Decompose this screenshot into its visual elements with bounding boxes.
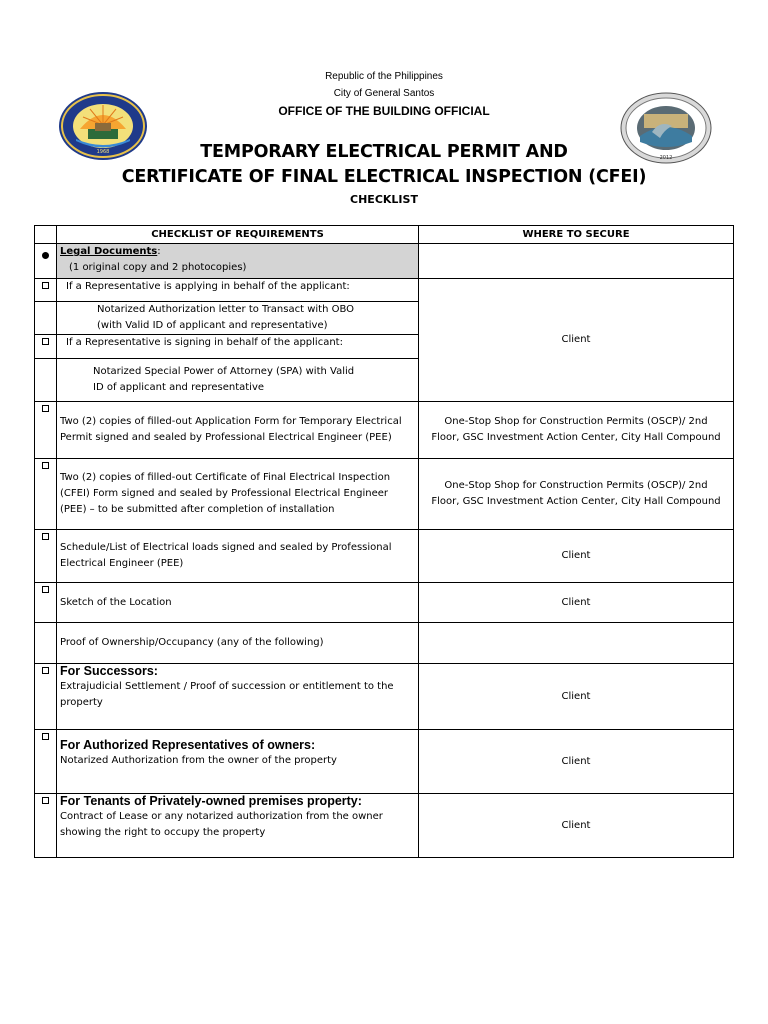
checkbox-icon[interactable] bbox=[42, 338, 49, 345]
city-seal-logo bbox=[58, 91, 148, 161]
header-mark-cell bbox=[35, 226, 57, 244]
authorized-reps-line1: Notarized Authorization from the owner of the property bbox=[60, 755, 337, 766]
cfei-form-cell bbox=[57, 459, 419, 530]
ownership-cell: Proof of Ownership/Occupancy (any of the following) bbox=[57, 623, 419, 664]
legal-colon: : bbox=[157, 246, 161, 257]
empty-mark-cell bbox=[35, 302, 57, 335]
column-header-requirements: CHECKLIST OF REQUIREMENTS bbox=[57, 226, 419, 244]
client-cell-authorized-reps: Client bbox=[419, 730, 734, 794]
spa-cell bbox=[57, 359, 419, 402]
bullet-cell bbox=[35, 244, 57, 279]
checkbox-cell bbox=[35, 664, 57, 730]
checkbox-icon[interactable] bbox=[42, 533, 49, 540]
successors-cell bbox=[57, 664, 419, 730]
rep-applying-cell: If a Representative is applying in behalf of the applicant: bbox=[57, 279, 419, 302]
oscp-line1: One-Stop Shop for Construction Permits (OSCP)/ 2nd bbox=[444, 416, 708, 427]
table-row-tenants bbox=[35, 794, 734, 858]
document-title-line1: TEMPORARY ELECTRICAL PERMIT AND bbox=[200, 142, 568, 162]
spa-line1: Notarized Special Power of Attorney (SPA) with Valid bbox=[93, 366, 355, 377]
tenants-line1: Contract of Lease or any notarized authorization from the owner bbox=[60, 811, 383, 822]
tenants-cell bbox=[57, 794, 419, 858]
cfei-line1: Two (2) copies of filled-out Certificate of Final Electrical Inspection bbox=[60, 472, 391, 483]
client-cell-representative: Client bbox=[419, 279, 734, 402]
client-cell-tenants: Client bbox=[419, 794, 734, 858]
checkbox-cell bbox=[35, 335, 57, 359]
authorized-reps-cell bbox=[57, 730, 419, 794]
checkbox-icon[interactable] bbox=[42, 282, 49, 289]
legal-documents-cell bbox=[57, 244, 419, 279]
checkbox-icon[interactable] bbox=[42, 405, 49, 412]
checkbox-icon[interactable] bbox=[42, 667, 49, 674]
oscp-line2: Floor, GSC Investment Action Center, City Hall Compound bbox=[431, 432, 721, 443]
application-form-line1: Two (2) copies of filled-out Application Form for Temporary Electrical bbox=[60, 416, 402, 427]
client-cell-successors: Client bbox=[419, 664, 734, 730]
checkbox-cell bbox=[35, 583, 57, 623]
tenants-line2: showing the right to occupy the property bbox=[60, 827, 266, 838]
empty-mark-cell bbox=[35, 623, 57, 664]
legal-documents-title: Legal Documents bbox=[60, 246, 158, 257]
checkbox-icon[interactable] bbox=[42, 462, 49, 469]
checkbox-cell bbox=[35, 794, 57, 858]
checkbox-cell bbox=[35, 402, 57, 459]
spa-line2: ID of applicant and representative bbox=[93, 382, 265, 393]
loads-line1: Schedule/List of Electrical loads signed and sealed by Professional bbox=[60, 542, 392, 553]
rep-signing-cell: If a Representative is signing in behalf of the applicant: bbox=[57, 335, 419, 359]
table-row-application-form bbox=[35, 402, 734, 459]
checklist-label: CHECKLIST bbox=[350, 193, 418, 206]
document-title-line2: CERTIFICATE OF FINAL ELECTRICAL INSPECTION (CFEI) bbox=[121, 167, 647, 187]
oscp-line2: Floor, GSC Investment Action Center, City Hall Compound bbox=[431, 496, 721, 507]
checkbox-icon[interactable] bbox=[42, 797, 49, 804]
office-title: OFFICE OF THE BUILDING OFFICIAL bbox=[278, 104, 490, 118]
legal-documents-sub: (1 original copy and 2 photocopies) bbox=[69, 262, 247, 273]
checkbox-icon[interactable] bbox=[42, 586, 49, 593]
table-row-sketch bbox=[35, 583, 734, 623]
republic-line: Republic of the Philippines bbox=[325, 71, 443, 82]
sketch-cell: Sketch of the Location bbox=[57, 583, 419, 623]
notarized-auth-line2: (with Valid ID of applicant and representative) bbox=[97, 320, 328, 331]
successors-line1: Extrajudicial Settlement / Proof of succession or entitlement to the bbox=[60, 681, 394, 692]
checkbox-cell bbox=[35, 279, 57, 302]
table-row-rep-applying bbox=[35, 279, 734, 302]
electrical-loads-cell bbox=[57, 530, 419, 583]
legal-where-cell bbox=[419, 244, 734, 279]
svg-text:2012: 2012 bbox=[659, 155, 673, 161]
table-row-legal bbox=[35, 244, 734, 279]
client-cell-sketch: Client bbox=[419, 583, 734, 623]
oscp-line1: One-Stop Shop for Construction Permits (OSCP)/ 2nd bbox=[444, 480, 708, 491]
cfei-line3: (PEE) – to be submitted after completion of installation bbox=[60, 504, 335, 515]
empty-mark-cell bbox=[35, 359, 57, 402]
checkbox-cell bbox=[35, 459, 57, 530]
table-header-row bbox=[35, 226, 734, 244]
cfei-line2: (CFEI) Form signed and sealed by Professional Electrical Engineer bbox=[60, 488, 389, 499]
loads-line2: Electrical Engineer (PEE) bbox=[60, 558, 184, 569]
application-form-cell bbox=[57, 402, 419, 459]
client-cell-loads: Client bbox=[419, 530, 734, 583]
table-row-cfei-form bbox=[35, 459, 734, 530]
city-line: City of General Santos bbox=[333, 88, 435, 99]
column-header-where: WHERE TO SECURE bbox=[419, 226, 734, 244]
notarized-auth-cell bbox=[57, 302, 419, 335]
checkbox-icon[interactable] bbox=[42, 733, 49, 740]
successors-title: For Successors: bbox=[60, 664, 158, 678]
successors-line2: property bbox=[60, 697, 103, 708]
table-row-successors bbox=[35, 664, 734, 730]
tenants-title: For Tenants of Privately-owned premises property: bbox=[60, 794, 362, 808]
oscp-cell-application bbox=[419, 402, 734, 459]
notarized-auth-line1: Notarized Authorization letter to Transact with OBO bbox=[97, 304, 355, 315]
authorized-reps-title: For Authorized Representatives of owners: bbox=[60, 738, 316, 752]
table-row-authorized-reps bbox=[35, 730, 734, 794]
checkbox-cell bbox=[35, 730, 57, 794]
table-row-electrical-loads bbox=[35, 530, 734, 583]
checklist-table bbox=[34, 225, 734, 858]
oscp-cell-cfei bbox=[419, 459, 734, 530]
checkbox-cell bbox=[35, 530, 57, 583]
table-row-ownership bbox=[35, 623, 734, 664]
bullet-icon bbox=[42, 252, 49, 259]
ownership-where-cell bbox=[419, 623, 734, 664]
building-office-seal-logo bbox=[620, 92, 712, 164]
application-form-line2: Permit signed and sealed by Professional Electrical Engineer (PEE) bbox=[60, 432, 392, 443]
svg-text:1968: 1968 bbox=[96, 149, 110, 155]
